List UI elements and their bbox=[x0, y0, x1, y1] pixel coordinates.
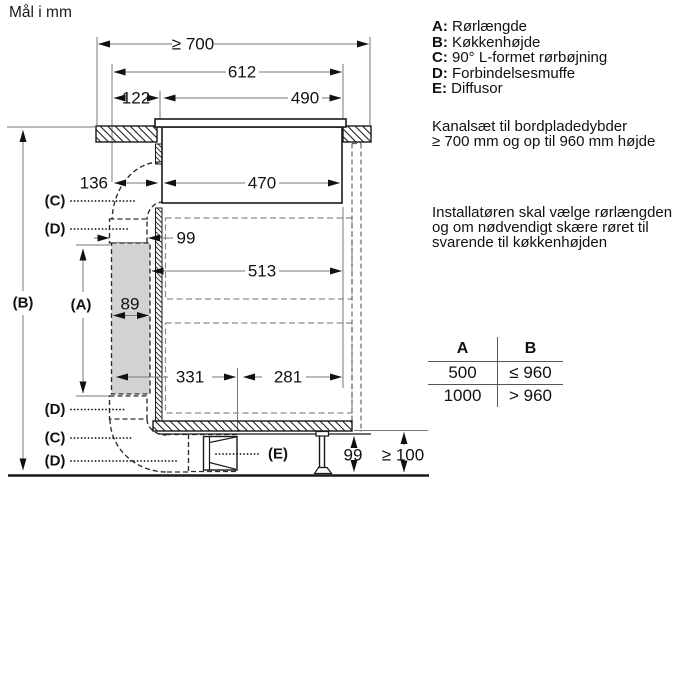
label-C-lower: (C) bbox=[44, 429, 66, 447]
legend-label-e: Diffusor bbox=[451, 80, 503, 98]
table-header-a: A bbox=[428, 337, 498, 361]
dim-bottom-left: 331 bbox=[175, 367, 205, 387]
upper-bend-outer bbox=[112, 162, 160, 222]
worktop-right bbox=[343, 126, 371, 142]
duct-bar-upper bbox=[156, 144, 163, 164]
exhaust-pipe bbox=[112, 243, 151, 394]
worktop-left bbox=[96, 126, 157, 142]
parts-legend bbox=[432, 19, 607, 97]
leg-foot bbox=[315, 468, 332, 474]
dim-left-offset: 122 bbox=[121, 88, 151, 108]
legend-item-a bbox=[432, 19, 607, 35]
legend-item-d bbox=[432, 66, 607, 82]
label-D-lower: (D) bbox=[44, 452, 66, 470]
pipe-length-table bbox=[428, 337, 563, 407]
dim-inner-width: 513 bbox=[247, 261, 277, 281]
table-row2-a: 1000 bbox=[428, 384, 498, 407]
installer-note bbox=[432, 205, 672, 251]
label-D-upper: (D) bbox=[44, 220, 66, 238]
legend-label-b: Køkkenhøjde bbox=[452, 33, 541, 51]
installer-note-line3: svarende til køkkenhøjden bbox=[432, 234, 608, 252]
diagram-svg bbox=[0, 22, 440, 500]
legend-key-a: A: bbox=[432, 18, 448, 35]
table-row2-b: > 960 bbox=[498, 384, 563, 407]
table-row1-a: 500 bbox=[428, 361, 498, 384]
dim-body-width: 470 bbox=[247, 173, 277, 193]
extension-lines bbox=[7, 34, 428, 432]
legend-label-a: Rørlængde bbox=[452, 18, 528, 35]
connector-sleeve-lower bbox=[110, 396, 148, 419]
label-D-middle: (D) bbox=[44, 401, 66, 418]
table-header-b: B bbox=[524, 340, 537, 357]
label-A: (A) bbox=[70, 296, 92, 314]
page-title: Mål i mm bbox=[9, 4, 72, 21]
kit-note-line2: ≥ 700 mm og op til 960 mm højde bbox=[432, 133, 656, 151]
dim-min-clearance: ≥ 100 bbox=[381, 445, 425, 465]
legend-item-e bbox=[432, 81, 607, 97]
dimension-lines bbox=[23, 44, 404, 472]
dim-top-width: ≥ 700 bbox=[171, 34, 215, 54]
dim-hob-width: 612 bbox=[227, 62, 257, 82]
legend-key-b: B: bbox=[432, 33, 448, 51]
dim-duct-depth: 99 bbox=[176, 228, 196, 248]
installer-note-line1: Installatøren skal vælge rørlængden bbox=[432, 204, 673, 221]
dim-pipe-width: 89 bbox=[120, 294, 140, 314]
legend-item-c bbox=[432, 50, 607, 66]
dim-bottom-right: 281 bbox=[273, 367, 303, 387]
legend-label-d: Forbindelsesmuffe bbox=[452, 64, 576, 82]
installation-diagram bbox=[0, 22, 440, 500]
cabinet-bottom-shelf bbox=[153, 421, 352, 431]
label-B: (B) bbox=[12, 294, 34, 312]
kit-note-line1: Kanalsæt til bordpladedybder bbox=[432, 118, 628, 135]
cabinet-side-wall bbox=[156, 208, 163, 421]
legend-label-c: 90° L-formet rørbøjning bbox=[452, 49, 608, 67]
dim-plinth-height: 99 bbox=[343, 445, 363, 465]
label-E: (E) bbox=[268, 445, 288, 463]
legend-key-c: C: bbox=[432, 49, 448, 67]
plinth-leg bbox=[315, 432, 332, 474]
label-C-upper: (C) bbox=[44, 192, 66, 210]
kit-note bbox=[432, 119, 655, 150]
legend-key-d: D: bbox=[432, 64, 448, 82]
dim-left-gap: 136 bbox=[79, 173, 108, 193]
legend-item-b bbox=[432, 35, 607, 51]
hob-glass bbox=[155, 119, 346, 127]
table-row1-b: ≤ 960 bbox=[498, 361, 563, 384]
legend-key-e: E: bbox=[432, 80, 447, 98]
installer-note-line2: og om nødvendigt skære røret til bbox=[432, 219, 649, 237]
dim-cutout-width: 490 bbox=[290, 88, 320, 108]
connector-sleeve-upper bbox=[110, 219, 148, 243]
